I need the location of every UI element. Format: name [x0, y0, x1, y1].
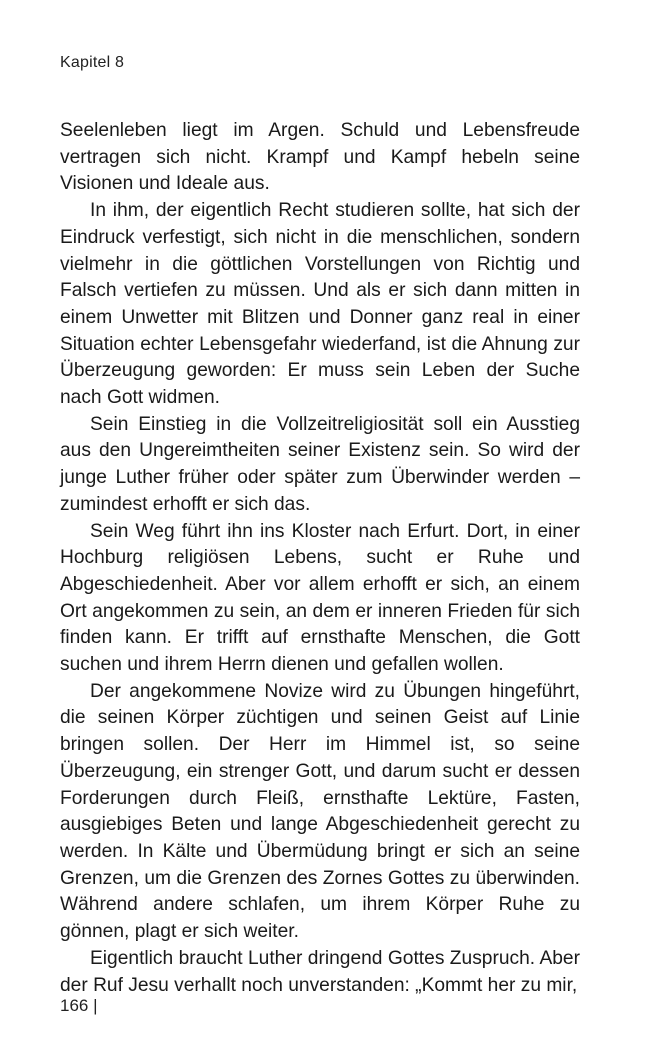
paragraph-3: Sein Einstieg in die Vollzeitreligiosität soll ein Ausstieg aus den Ungereimtheiten seiner Existenz sein. So wird der junge Luther früher oder später zum Überwinder werden – zumindest erhofft er sich das.	[60, 413, 580, 515]
paragraph-5: Der angekommene Novize wird zu Übungen hingeführt, die seinen Körper züchtigen und seinen Geist auf Linie bringen sollen. Der Herr im Himmel ist, so seine Überzeugung, ein strenger Gott, und darum sucht er dessen Forderungen durch Fleiß, ernsthafte Lektüre, Fasten, ausgiebiges Beten und lange Abgeschiedenheit gerecht zu werden. In Kälte und Übermüdung bringt er sich an seine Grenzen, um die Grenzen des Zornes Gottes zu überwinden. Während andere schlafen, um ihrem Körper Ruhe zu gönnen, plagt er sich weiter.	[60, 680, 580, 943]
paragraph-2: In ihm, der eigentlich Recht studieren sollte, hat sich der Eindruck verfestigt, sich nicht in die menschlichen, sondern vielmehr in die göttlichen Vorstellungen von Richtig und Falsch vertiefen zu müssen. Und als er sich dann mitten in einem Unwetter mit Blitzen und Donner ganz real in einer Situation echter Lebensgefahr wiederfand, ist die Ahnung zur Überzeugung geworden: Er muss sein Leben der Suche nach Gott widmen.	[60, 200, 580, 409]
paragraph-4: Sein Weg führt ihn ins Kloster nach Erfurt. Dort, in einer Hochburg religiösen Lebens, sucht er Ruhe und Abgeschiedenheit. Aber vor allem erhofft er sich, an einem Ort angekommen zu sein, an dem er inneren Frieden für sich finden kann. Er trifft auf ernsthafte Menschen, die Gott suchen und ihrem Herrn dienen und gefallen wollen.	[60, 520, 580, 676]
chapter-header: Kapitel 8	[60, 54, 125, 71]
body-text	[60, 118, 580, 999]
page-number: 166 |	[60, 996, 98, 1015]
paragraph-1: Seelenleben liegt im Argen. Schuld und Lebensfreude vertragen sich nicht. Krampf und Kampf hebeln seine Visionen und Ideale aus.	[60, 120, 580, 195]
paragraph-6: Eigentlich braucht Luther dringend Gottes Zuspruch. Aber der Ruf Jesu verhallt noch unverstanden: „Kommt her zu mir,	[60, 947, 580, 996]
